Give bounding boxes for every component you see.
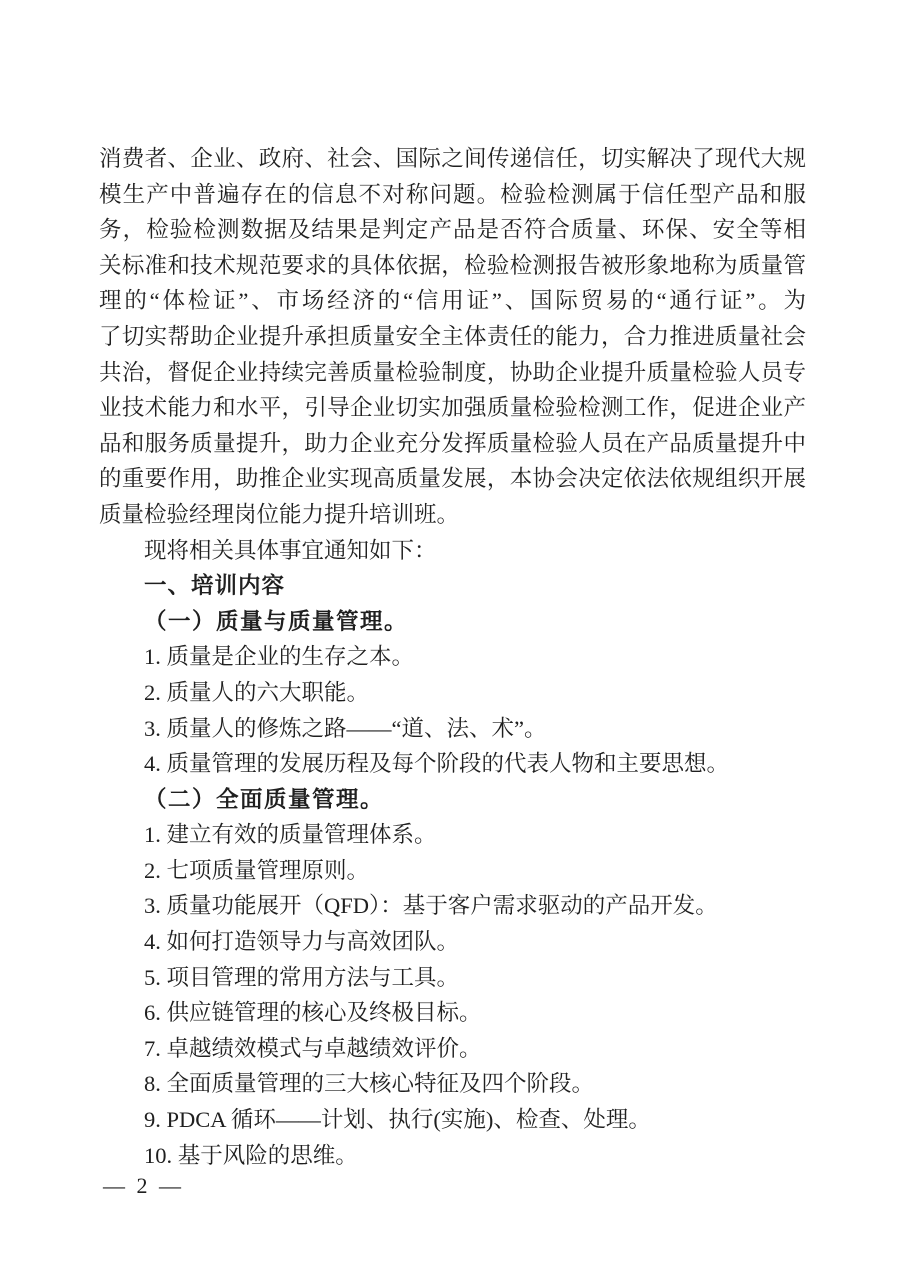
numbered-list-item: 4. 如何打造领导力与高效团队。	[144, 929, 460, 955]
numbered-list-item: 3. 质量功能展开（QFD）：基于客户需求驱动的产品开发。	[144, 893, 718, 919]
total-quality-management-item-list	[99, 817, 806, 1173]
paragraph-line: 质量检验经理岗位能力提升培训班。	[99, 501, 460, 527]
numbered-list-item: 8. 全面质量管理的三大核心特征及四个阶段。	[144, 1071, 595, 1097]
numbered-list-item: 3. 质量人的修炼之路——“道、法、术”。	[144, 715, 547, 741]
numbered-list-item: 5. 项目管理的常用方法与工具。	[144, 964, 460, 990]
paragraph-line: 理的“体检证”、市场经济的“信用证”、国际贸易的“通行证”。为	[99, 288, 806, 314]
paragraph-line: 的重要作用，助推企业实现高质量发展，本协会决定依法依规组织开展	[99, 466, 806, 492]
numbered-list-item: 1. 建立有效的质量管理体系。	[144, 822, 437, 848]
section-heading-training-content: 一、培训内容	[144, 573, 286, 599]
paragraph-line: 了切实帮助企业提升承担质量安全主体责任的能力，合力推进质量社会	[99, 323, 806, 349]
paragraph-line: 品和服务质量提升，助力企业充分发挥质量检验人员在产品质量提升中	[99, 430, 806, 456]
numbered-list-item: 2. 质量人的六大职能。	[144, 679, 370, 705]
numbered-list-item: 4. 质量管理的发展历程及每个阶段的代表人物和主要思想。	[144, 751, 730, 777]
document-body	[99, 141, 806, 1173]
opening-paragraph	[99, 141, 806, 533]
quality-management-item-list	[99, 639, 806, 781]
subsection-heading-total-quality-management: （二）全面质量管理。	[144, 786, 385, 812]
numbered-list-item: 2. 七项质量管理原则。	[144, 857, 370, 883]
paragraph-line: 消费者、企业、政府、社会、国际之间传递信任，切实解决了现代大规	[99, 146, 806, 171]
paragraph-line: 业技术能力和水平，引导企业切实加强质量检验检测工作，促进企业产	[99, 395, 806, 421]
page-number-footer: — 2 —	[103, 1173, 184, 1198]
numbered-list-item: 1. 质量是企业的生存之本。	[144, 644, 415, 670]
paragraph-line: 模生产中普遍存在的信息不对称问题。检验检测属于信任型产品和服	[99, 181, 806, 207]
subsection-heading-quality-and-quality-management: （一）质量与质量管理。	[144, 608, 409, 634]
paragraph-line: 关标准和技术规范要求的具体依据，检验检测报告被形象地称为质量管	[99, 252, 806, 278]
numbered-list-item: 9. PDCA 循环——计划、执行(实施)、检查、处理。	[144, 1107, 651, 1133]
numbered-list-item: 6. 供应链管理的核心及终极目标。	[144, 1000, 482, 1026]
paragraph-line: 共治，督促企业持续完善质量检验制度，协助企业提升质量检验人员专	[99, 359, 806, 385]
numbered-list-item: 7. 卓越绩效模式与卓越绩效评价。	[144, 1035, 482, 1061]
numbered-list-item: 10. 基于风险的思维。	[144, 1142, 358, 1168]
notice-intro-line: 现将相关具体事宜通知如下：	[144, 537, 437, 563]
paragraph-line: 务，检验检测数据及结果是判定产品是否符合质量、环保、安全等相	[99, 217, 806, 243]
